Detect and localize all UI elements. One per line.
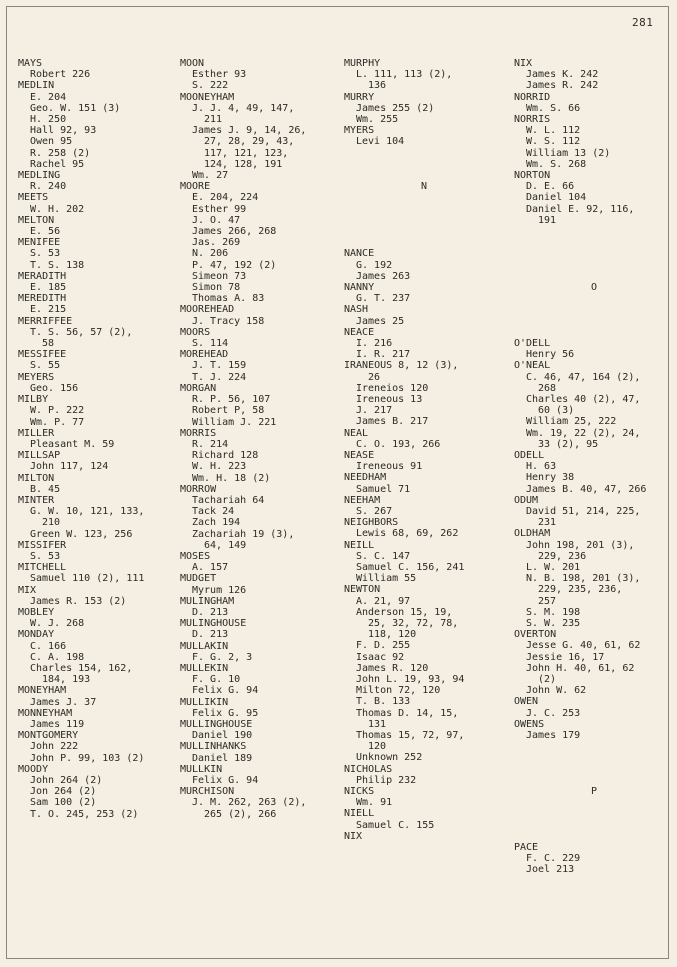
surname-heading: MORRIS (180, 427, 217, 439)
blank-line (514, 271, 674, 282)
surname-heading: MONEYHAM (18, 685, 67, 697)
page-refs-continuation: 229, 235, 236, (538, 584, 623, 596)
blank-line (514, 327, 674, 338)
given-name-entry: S. M. 198 (526, 606, 581, 618)
given-name-entry: J. Tracy 158 (192, 315, 265, 327)
given-name-entry: Daniel 104 (526, 192, 587, 204)
given-name-entry: William 25, 222 (526, 416, 617, 428)
given-name-entry: Zachariah 19 (3), (192, 528, 295, 540)
surname-heading: MORROW (180, 483, 217, 495)
surname-heading: NEWTON (344, 584, 381, 596)
blank-line (514, 741, 674, 752)
given-name-entry: Wm. S. 66 (526, 102, 581, 114)
index-column-4 (514, 58, 674, 876)
given-name-entry: Isaac 92 (356, 651, 405, 663)
given-name-entry: Samuel 110 (2), 111 (30, 573, 145, 585)
given-name-entry: A. 157 (192, 562, 229, 574)
given-name-entry: Myrum 126 (192, 584, 247, 596)
page-refs-continuation: (2) (538, 674, 557, 686)
given-name-entry: James B. 217 (356, 416, 429, 428)
given-name-entry: S. 55 (30, 360, 61, 372)
given-name-entry: Robert P, 58 (192, 405, 265, 417)
surname-heading: MURRY (344, 91, 375, 103)
given-name-entry: F. C. 229 (526, 853, 581, 865)
surname-heading: NEAL (344, 427, 369, 439)
surname-heading: MOBLEY (18, 606, 55, 618)
given-name-entry: Zach 194 (192, 517, 241, 529)
given-name-entry: L. W. 201 (526, 561, 581, 573)
given-name-entry: James J. 37 (30, 696, 97, 708)
given-name-entry: Wm. H. 18 (2) (192, 472, 271, 484)
given-name-entry: Henry 56 (526, 349, 575, 361)
given-name-entry: John H. 40, 61, 62 (526, 662, 635, 674)
given-name-entry: James R. 153 (2) (30, 595, 127, 607)
given-name-entry: T. S. 56, 57 (2), (30, 326, 133, 338)
page-refs-continuation: 268 (538, 382, 557, 394)
blank-line (344, 148, 504, 159)
given-name-entry: John W. 62 (526, 685, 587, 697)
given-name-entry: F. D. 255 (356, 640, 411, 652)
surname-heading: MULINGHOUSE (180, 618, 247, 630)
surname-heading: MOSES (180, 550, 211, 562)
given-name-entry: William 13 (2) (526, 147, 611, 159)
surname-heading: MULLAKIN (180, 640, 229, 652)
blank-line (514, 304, 674, 315)
given-name-entry: Sam 100 (2) (30, 797, 97, 809)
given-name-entry: C. 166 (30, 640, 67, 652)
given-name-entry: J. O. 47 (192, 214, 241, 226)
surname-heading: MYERS (344, 125, 375, 137)
given-name-entry: I. R. 217 (356, 349, 411, 361)
given-name-entry: C. O. 193, 266 (356, 438, 441, 450)
given-name-entry: Milton 72, 120 (356, 685, 441, 697)
blank-line (344, 170, 504, 181)
blank-line (344, 226, 504, 237)
given-name-entry: S. W. 235 (526, 618, 581, 629)
surname-heading: NEASE (344, 449, 375, 461)
surname-heading: NEILL (344, 539, 375, 551)
surname-heading: MULLIKIN (180, 696, 229, 708)
surname-heading: NEEHAM (344, 494, 381, 506)
given-name-entry: H. 250 (30, 114, 67, 126)
page-refs-continuation: 27, 28, 29, 43, (204, 136, 295, 148)
given-name-entry: E. 204 (30, 91, 67, 103)
surname-heading: MISSIFER (18, 539, 67, 551)
given-name-entry: Thomas D. 14, 15, (356, 707, 459, 719)
surname-heading: MEETS (18, 192, 49, 204)
given-name-entry: R. P. 56, 107 (192, 394, 271, 406)
given-name-entry: Wm. P. 77 (30, 416, 85, 428)
given-name-entry: Pleasant M. 59 (30, 438, 115, 450)
surname-heading: NIELL (344, 808, 375, 820)
given-name-entry: James B. 40, 47, 266 (526, 483, 647, 495)
surname-heading: MORGAN (180, 382, 217, 394)
given-name-entry: Anderson 15, 19, (356, 606, 453, 618)
given-name-entry: Wm. 27 (192, 170, 229, 182)
given-name-entry: Simeon 73 (192, 270, 247, 282)
section-letter: O (590, 281, 598, 293)
blank-line (514, 797, 674, 808)
page-refs-continuation: 120 (368, 741, 387, 753)
surname-heading: MOREHEAD (180, 349, 229, 361)
surname-heading: MILBY (18, 394, 49, 406)
surname-heading: ODELL (514, 449, 545, 461)
blank-line (514, 316, 674, 327)
blank-line (514, 820, 674, 831)
blank-line (344, 204, 504, 215)
given-name-entry: Felix G. 94 (192, 685, 259, 697)
page-refs-continuation: 211 (204, 114, 223, 126)
given-name-entry: Geo. W. 151 (3) (30, 102, 121, 114)
given-name-entry: J. 217 (356, 405, 393, 417)
given-name-entry: S. C. 147 (356, 550, 411, 562)
surname-heading: MURPHY (344, 58, 381, 69)
surname-heading: O'DELL (514, 337, 551, 349)
page-refs-continuation: 33 (2), 95 (538, 438, 599, 450)
given-name-entry: John L. 19, 93, 94 (356, 674, 465, 686)
surname-heading: MOORE (180, 181, 211, 193)
page-refs-continuation: 64, 149 (204, 539, 247, 551)
given-name-entry: Esther 93 (192, 69, 247, 81)
surname-heading: MOONEYHAM (180, 91, 235, 103)
surname-heading: MOODY (18, 763, 49, 775)
surname-heading: MONNEYHAM (18, 707, 73, 719)
given-name-entry: Robert 226 (30, 69, 91, 81)
given-name-entry: Wm. 91 (356, 797, 393, 809)
given-name-entry: J. T. 159 (192, 360, 247, 372)
surname-heading: NORRIS (514, 114, 551, 126)
given-name-entry: John 198, 201 (3), (526, 539, 635, 551)
given-name-entry: Owen 95 (30, 136, 73, 148)
surname-heading: MOOREHEAD (180, 304, 235, 316)
surname-heading: MINTER (18, 494, 55, 506)
surname-heading: OWENS (514, 718, 545, 730)
given-name-entry: W. L. 112 (526, 125, 581, 137)
given-name-entry: S. 114 (192, 338, 229, 350)
surname-heading: NANCE (344, 248, 375, 260)
page-refs-continuation: 117, 121, 123, (204, 147, 289, 159)
given-name-entry: John P. 99, 103 (2) (30, 752, 145, 764)
blank-line (514, 293, 674, 304)
given-name-entry: W. J. 268 (30, 618, 85, 630)
surname-heading: PACE (514, 841, 539, 853)
given-name-entry: James 266, 268 (192, 226, 277, 238)
given-name-entry: Geo. 156 (30, 382, 79, 394)
blank-line (344, 237, 504, 248)
surname-heading: MEYERS (18, 371, 55, 383)
page-refs-continuation: 124, 128, 191 (204, 158, 283, 170)
surname-heading: NANNY (344, 281, 375, 293)
given-name-entry: James R. 242 (526, 80, 599, 92)
surname-heading: NORRID (514, 91, 551, 103)
surname-heading: MEREDITH (18, 293, 67, 305)
surname-heading: NEACE (344, 326, 375, 338)
surname-heading: MUDGET (180, 573, 217, 585)
given-name-entry: Charles 40 (2), 47, (526, 393, 641, 405)
surname-heading: MOON (180, 58, 205, 69)
page-refs-continuation: 257 (538, 595, 557, 607)
given-name-entry: T. S. 138 (30, 259, 85, 271)
given-name-entry: Daniel E. 92, 116, (526, 203, 635, 215)
blank-line (514, 752, 674, 763)
given-name-entry: Wm. 255 (356, 114, 399, 126)
given-name-entry: Simon 78 (192, 282, 241, 294)
surname-heading: NORTON (514, 170, 551, 182)
given-name-entry: Samuel C. 156, 241 (356, 562, 465, 573)
index-column-3 (344, 58, 504, 842)
given-name-entry: E. 204, 224 (192, 192, 259, 204)
surname-heading: MULLINGHOUSE (180, 718, 253, 730)
page-refs-continuation: 231 (538, 517, 557, 529)
given-name-entry: Thomas A. 83 (192, 293, 265, 305)
given-name-entry: D. 213 (192, 629, 229, 641)
surname-heading: MONTGOMERY (18, 730, 79, 742)
blank-line (514, 248, 674, 259)
surname-heading: MELTON (18, 214, 55, 226)
given-name-entry: Philip 232 (356, 774, 417, 786)
given-name-entry: Daniel 189 (192, 752, 253, 764)
page-refs-continuation: 25, 32, 72, 78, (368, 618, 459, 630)
given-name-entry: D. 213 (192, 606, 229, 618)
blank-line (514, 260, 674, 271)
surname-heading: MENIFEE (18, 237, 61, 249)
surname-heading: NICHOLAS (344, 763, 393, 775)
given-name-entry: Esther 99 (192, 203, 247, 215)
surname-heading: MILLSAP (18, 450, 61, 462)
given-name-entry: J. J. 4, 49, 147, (192, 102, 295, 114)
page-refs-continuation: 58 (42, 338, 55, 350)
section-letter: P (590, 785, 598, 797)
page-refs-continuation: 210 (42, 517, 61, 529)
given-name-entry: Felix G. 95 (192, 707, 259, 719)
given-name-entry: Ireneous 13 (356, 393, 423, 405)
blank-line (344, 159, 504, 170)
given-name-entry: Jessie 16, 17 (526, 651, 605, 663)
given-name-entry: L. 111, 113 (2), (356, 69, 453, 81)
given-name-entry: R. 258 (2) (30, 147, 91, 159)
given-name-entry: James 263 (356, 270, 411, 282)
given-name-entry: Joel 213 (526, 864, 575, 876)
given-name-entry: James 119 (30, 718, 85, 730)
surname-heading: NASH (344, 304, 369, 316)
given-name-entry: John 264 (2) (30, 775, 103, 786)
blank-line (514, 831, 674, 842)
given-name-entry: G. W. 10, 121, 133, (30, 506, 145, 518)
page-refs-continuation: 26 (368, 371, 381, 383)
given-name-entry: R. 240 (30, 181, 67, 193)
given-name-entry: Tack 24 (192, 506, 235, 518)
given-name-entry: F. G. 10 (192, 674, 241, 686)
given-name-entry: William J. 221 (192, 416, 277, 428)
given-name-entry: Henry 38 (526, 472, 575, 484)
surname-heading: NIX (344, 830, 363, 842)
surname-heading: NICKS (344, 786, 375, 798)
given-name-entry: Levi 104 (356, 136, 405, 148)
surname-heading: MEDLING (18, 170, 61, 182)
surname-heading: MULLINHANKS (180, 741, 247, 753)
surname-heading: MITCHELL (18, 562, 67, 574)
surname-heading: MESSIFEE (18, 349, 67, 361)
given-name-entry: James J. 9, 14, 26, (192, 125, 307, 137)
given-name-entry: James R. 120 (356, 662, 429, 674)
given-name-entry: Samuel C. 155 (356, 819, 435, 831)
given-name-entry: Ireneous 91 (356, 461, 423, 473)
given-name-entry: B. 45 (30, 483, 61, 495)
blank-line (344, 215, 504, 226)
page-refs-continuation: 184, 193 (42, 674, 91, 686)
surname-heading: MURCHISON (180, 786, 235, 798)
blank-line (514, 237, 674, 248)
surname-heading: OVERTON (514, 629, 557, 641)
given-name-entry: Felix G. 94 (192, 775, 259, 786)
surname-heading: MEDLIN (18, 80, 55, 92)
surname-heading: MONDAY (18, 629, 55, 641)
given-name-entry: Jesse G. 40, 61, 62 (526, 640, 641, 652)
page-refs-continuation: 265 (2), 266 (204, 808, 277, 820)
given-name-entry: Charles 154, 162, (30, 662, 133, 674)
surname-heading: NEIGHBORS (344, 517, 399, 529)
given-name-entry: S. 53 (30, 550, 61, 562)
given-name-entry: G. 192 (356, 259, 393, 271)
given-name-entry: David 51, 214, 225, (526, 505, 641, 517)
given-name-entry: P. 47, 192 (2) (192, 259, 277, 271)
surname-heading: ODUM (514, 494, 539, 506)
surname-heading: MERRIFFEE (18, 315, 73, 327)
given-name-entry: Jon 264 (2) (30, 786, 97, 798)
blank-line (514, 226, 674, 237)
page-number: 281 (632, 16, 654, 29)
given-name-entry: Unknown 252 (356, 752, 423, 764)
given-name-entry: James 255 (2) (356, 102, 435, 114)
surname-heading: IRANEOUS 8, 12 (3), (344, 360, 459, 372)
given-name-entry: T. J. 224 (192, 371, 247, 383)
given-name-entry: Wm. S. 268 (526, 158, 587, 170)
index-column-1 (18, 58, 178, 820)
surname-heading: NIX (514, 58, 533, 69)
surname-heading: OLDHAM (514, 528, 551, 540)
given-name-entry: R. 214 (192, 438, 229, 450)
given-name-entry: N. B. 198, 201 (3), (526, 573, 641, 585)
given-name-entry: John 117, 124 (30, 461, 109, 473)
page-refs-continuation: 131 (368, 718, 387, 730)
surname-heading: NEEDHAM (344, 472, 387, 484)
surname-heading: MAYS (18, 58, 43, 69)
surname-heading: MOORS (180, 326, 211, 338)
given-name-entry: S. 267 (356, 505, 393, 517)
given-name-entry: Thomas 15, 72, 97, (356, 730, 465, 742)
given-name-entry: Tachariah 64 (192, 494, 265, 506)
given-name-entry: E. 215 (30, 304, 67, 316)
given-name-entry: D. E. 66 (526, 181, 575, 193)
given-name-entry: C. 46, 47, 164 (2), (526, 371, 641, 383)
given-name-entry: H. 63 (526, 461, 557, 473)
given-name-entry: Green W. 123, 256 (30, 528, 133, 540)
given-name-entry: S. 222 (192, 80, 229, 92)
given-name-entry: A. 21, 97 (356, 595, 411, 607)
surname-heading: MULLKIN (180, 763, 223, 775)
given-name-entry: J. M. 262, 263 (2), (192, 797, 307, 809)
blank-line (344, 192, 504, 203)
given-name-entry: James 25 (356, 315, 405, 327)
given-name-entry: James K. 242 (526, 69, 599, 81)
surname-heading: MILLER (18, 427, 55, 439)
given-name-entry: C. A. 198 (30, 651, 85, 663)
surname-heading: MILTON (18, 472, 55, 484)
blank-line (514, 764, 674, 775)
surname-heading: MULLEKIN (180, 662, 229, 674)
page-refs-continuation: 191 (538, 214, 557, 226)
blank-line (514, 808, 674, 819)
given-name-entry: W. H. 223 (192, 461, 247, 473)
given-name-entry: Daniel 190 (192, 730, 253, 742)
given-name-entry: W. H. 202 (30, 203, 85, 215)
page-refs-continuation: 118, 120 (368, 629, 417, 641)
index-column-2 (180, 58, 340, 820)
given-name-entry: John 222 (30, 741, 79, 753)
given-name-entry: G. T. 237 (356, 293, 411, 305)
given-name-entry: S. 53 (30, 248, 61, 260)
page-refs-continuation: 60 (3) (538, 405, 575, 417)
section-letter: N (420, 181, 428, 193)
given-name-entry: Richard 128 (192, 450, 259, 462)
given-name-entry: James 179 (526, 730, 581, 742)
given-name-entry: Lewis 68, 69, 262 (356, 528, 459, 540)
page-refs-continuation: 136 (368, 80, 387, 92)
given-name-entry: W. P. 222 (30, 405, 85, 417)
given-name-entry: N. 206 (192, 248, 229, 260)
given-name-entry: T. B. 133 (356, 696, 411, 708)
given-name-entry: Samuel 71 (356, 483, 411, 495)
given-name-entry: Rachel 95 (30, 158, 85, 170)
given-name-entry: E. 56 (30, 226, 61, 238)
given-name-entry: E. 185 (30, 282, 67, 294)
surname-heading: MULINGHAM (180, 595, 235, 607)
given-name-entry: T. O. 245, 253 (2) (30, 808, 139, 820)
given-name-entry: William 55 (356, 573, 417, 585)
surname-heading: MERADITH (18, 270, 67, 282)
surname-heading: O'NEAL (514, 360, 551, 372)
given-name-entry: Hall 92, 93 (30, 125, 97, 137)
given-name-entry: F. G. 2, 3 (192, 651, 253, 663)
given-name-entry: J. C. 253 (526, 707, 581, 719)
surname-heading: OWEN (514, 696, 539, 708)
given-name-entry: W. S. 112 (526, 136, 581, 148)
surname-heading: MIX (18, 584, 37, 596)
given-name-entry: Jas. 269 (192, 237, 241, 249)
given-name-entry: Wm. 19, 22 (2), 24, (526, 427, 641, 439)
given-name-entry: Ireneios 120 (356, 382, 429, 394)
blank-line (514, 775, 674, 786)
given-name-entry: I. 216 (356, 337, 393, 349)
page-refs-continuation: 229, 236 (538, 550, 587, 562)
